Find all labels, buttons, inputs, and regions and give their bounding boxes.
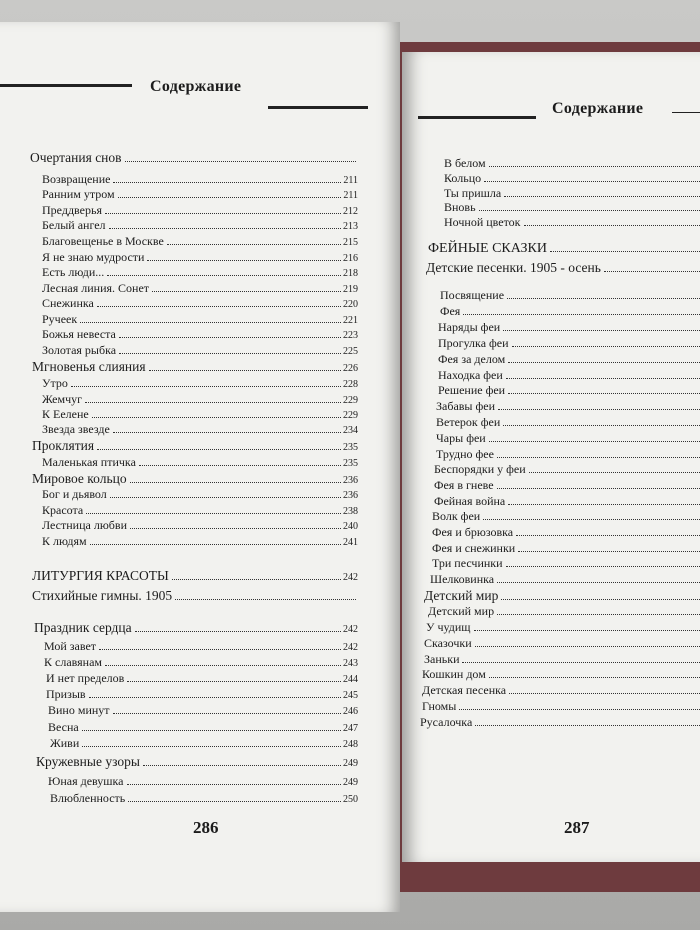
toc-entry xyxy=(444,171,700,185)
right-page-header: Содержание xyxy=(552,100,644,117)
dot-leader xyxy=(90,544,341,545)
dot-leader xyxy=(529,472,700,473)
toc-entry xyxy=(444,186,700,200)
toc-entry xyxy=(424,636,700,650)
dot-leader xyxy=(459,709,700,710)
toc-entry xyxy=(36,754,358,772)
dot-leader xyxy=(149,370,341,371)
toc-entry-title: Три песчинки xyxy=(432,556,503,570)
toc-entry xyxy=(42,503,358,519)
dot-leader xyxy=(80,322,341,323)
toc-entry xyxy=(42,203,358,219)
header-rule-right xyxy=(672,112,700,113)
dot-leader xyxy=(474,630,700,631)
dot-leader xyxy=(506,566,700,567)
dot-leader xyxy=(512,346,700,347)
toc-entry xyxy=(48,774,358,790)
dot-leader xyxy=(92,417,341,418)
toc-entry-title: Чары феи xyxy=(436,431,486,445)
toc-entry xyxy=(42,172,358,188)
toc-entry xyxy=(42,343,358,359)
toc-entry-title: Фея xyxy=(440,304,461,318)
toc-entry xyxy=(444,215,700,229)
dot-leader xyxy=(139,465,341,466)
toc-entry xyxy=(42,376,358,392)
toc-entry-title: Бог и дьявол xyxy=(42,487,107,501)
toc-entry-title: Влюбленность xyxy=(50,791,126,805)
dot-leader xyxy=(507,298,700,299)
toc-entry-title: Мировое кольцо xyxy=(32,471,127,486)
toc-entry-page: 235 xyxy=(343,442,358,453)
toc-entry-page: 248 xyxy=(343,739,358,750)
toc-entry xyxy=(438,383,700,397)
toc-entry-title: Проклятия xyxy=(32,438,95,453)
toc-entry-title: Золотая рыбка xyxy=(42,343,117,357)
toc-entry-title: Кошкин дом xyxy=(422,667,486,681)
dot-leader xyxy=(503,330,700,331)
dot-leader xyxy=(518,551,700,552)
toc-entry-page: 250 xyxy=(343,794,358,805)
toc-entry xyxy=(32,588,358,604)
toc-entry-page: 220 xyxy=(343,299,358,310)
toc-entry xyxy=(440,288,700,302)
toc-entry xyxy=(424,652,700,666)
toc-entry-title: Посвящение xyxy=(440,288,505,302)
toc-entry xyxy=(44,639,358,655)
toc-entry xyxy=(48,703,358,719)
toc-entry xyxy=(432,525,700,539)
dot-leader xyxy=(489,441,700,442)
toc-entry-title: И нет пределов xyxy=(46,671,125,685)
toc-entry-page: 221 xyxy=(343,315,358,326)
toc-entry-title: Стихийные гимны. 1905 xyxy=(32,588,173,603)
dot-leader xyxy=(483,519,700,520)
toc-entry-page: 242 xyxy=(343,572,358,583)
dot-leader xyxy=(508,362,700,363)
toc-entry xyxy=(42,218,358,234)
dot-leader xyxy=(71,386,341,387)
dot-leader xyxy=(127,784,341,785)
toc-entry-title: Ручеек xyxy=(42,312,78,326)
toc-entry-page: 223 xyxy=(343,330,358,341)
header-rule-left xyxy=(0,84,132,87)
dot-leader xyxy=(97,449,341,450)
toc-entry-title: Решение феи xyxy=(438,383,506,397)
toc-entry-title: Фейная война xyxy=(434,494,506,508)
dot-leader xyxy=(113,432,341,433)
toc-entry-page: 236 xyxy=(343,490,358,501)
toc-entry-title: В белом xyxy=(444,156,486,170)
toc-entry xyxy=(42,281,358,297)
toc-entry-title: К славянам xyxy=(44,655,103,669)
toc-entry xyxy=(432,556,700,570)
dot-leader xyxy=(462,662,700,663)
toc-entry xyxy=(424,588,700,604)
toc-entry-page: 240 xyxy=(343,521,358,532)
toc-entry-page: 218 xyxy=(343,268,358,279)
dot-leader xyxy=(463,314,700,315)
toc-entry-page: 228 xyxy=(343,379,358,390)
dot-leader xyxy=(489,166,700,167)
toc-entry-title: Лестница любви xyxy=(42,518,127,532)
toc-entry xyxy=(32,359,358,377)
toc-entry xyxy=(422,667,700,681)
toc-entry-title: Мой завет xyxy=(44,639,97,653)
toc-entry-page: 242 xyxy=(343,624,358,635)
dot-leader xyxy=(506,378,700,379)
left-page-number: 286 xyxy=(193,818,219,837)
toc-entry-page: 245 xyxy=(343,690,358,701)
toc-entry-title: Призыв xyxy=(46,687,86,701)
toc-entry xyxy=(42,187,358,203)
toc-entry-page: 235 xyxy=(343,458,358,469)
dot-leader xyxy=(475,646,700,647)
dot-leader xyxy=(82,746,341,747)
header-rule-right xyxy=(268,106,368,109)
toc-entry xyxy=(436,431,700,445)
dot-leader xyxy=(508,504,700,505)
dot-leader xyxy=(105,213,341,214)
toc-entry-page: 213 xyxy=(343,221,358,232)
dot-leader xyxy=(99,649,341,650)
dot-leader xyxy=(147,260,341,261)
toc-entry xyxy=(46,671,358,687)
toc-entry-page: 238 xyxy=(343,506,358,517)
dot-leader xyxy=(509,693,700,694)
toc-entry xyxy=(434,478,700,492)
toc-entry-title: Живи xyxy=(50,736,80,750)
toc-entry xyxy=(42,534,358,550)
toc-entry-title: Кружевные узоры xyxy=(36,754,140,769)
toc-entry-title: Трудно фее xyxy=(436,447,494,461)
toc-entry-title: Вновь xyxy=(444,200,476,214)
toc-entry-title: Детский мир xyxy=(428,604,495,618)
toc-entry-page: 243 xyxy=(343,658,358,669)
dot-leader xyxy=(119,353,341,354)
toc-entry-title: Сказочки xyxy=(424,636,472,650)
toc-entry xyxy=(436,447,700,461)
toc-entry-title: Утро xyxy=(42,376,68,390)
dot-leader xyxy=(497,614,700,615)
toc-entry xyxy=(42,407,358,423)
toc-entry-title: Вино минут xyxy=(48,703,110,717)
toc-entry-title: Очертания снов xyxy=(30,150,122,165)
header-rule-left xyxy=(418,116,536,119)
toc-entry xyxy=(432,509,700,523)
toc-entry-title: Праздник сердца xyxy=(34,620,132,635)
dot-leader xyxy=(498,409,700,410)
toc-entry-title: Заньки xyxy=(424,652,460,666)
dot-leader xyxy=(524,225,700,226)
toc-entry xyxy=(42,518,358,534)
toc-entry xyxy=(46,687,358,703)
toc-entry xyxy=(428,604,700,618)
left-page-header: Содержание xyxy=(150,78,242,95)
toc-entry-title: Белый ангел xyxy=(42,218,106,232)
toc-entry xyxy=(34,620,358,638)
toc-entry xyxy=(444,200,700,214)
toc-entry-title: Фея за делом xyxy=(438,352,506,366)
toc-entry-title: Мгновенья слияния xyxy=(32,359,146,374)
dot-leader xyxy=(105,665,341,666)
toc-entry-title: Есть люди... xyxy=(42,265,105,279)
toc-entry-title: Ветерок феи xyxy=(436,415,501,429)
toc-entry xyxy=(32,438,358,456)
toc-entry-title: Божья невеста xyxy=(42,327,116,341)
dot-leader xyxy=(508,393,700,394)
dot-leader xyxy=(130,528,341,529)
toc-entry xyxy=(42,392,358,408)
toc-entry-title: Гномы xyxy=(422,699,457,713)
toc-entry xyxy=(426,620,700,634)
toc-entry xyxy=(444,156,700,170)
toc-entry-title: Весна xyxy=(48,720,79,734)
right-page xyxy=(402,52,700,862)
dot-leader xyxy=(86,513,341,514)
toc-entry-page: 225 xyxy=(343,346,358,357)
dot-leader xyxy=(89,697,341,698)
toc-entry xyxy=(428,240,700,257)
dot-leader xyxy=(501,599,700,600)
toc-entry-title: Звезда звезде xyxy=(42,422,110,436)
toc-entry-page: 229 xyxy=(343,410,358,421)
toc-entry-title: Шелковинка xyxy=(430,572,495,586)
dot-leader xyxy=(113,182,341,183)
toc-entry xyxy=(42,487,358,503)
dot-leader xyxy=(497,488,700,489)
toc-entry-page: 249 xyxy=(343,777,358,788)
toc-entry xyxy=(42,296,358,312)
toc-entry xyxy=(42,250,358,266)
toc-entry-title: Жемчуг xyxy=(42,392,83,406)
dot-leader xyxy=(550,251,700,252)
toc-entry-title: Преддверья xyxy=(42,203,102,217)
toc-entry-title: Снежинка xyxy=(42,296,94,310)
dot-leader xyxy=(110,497,341,498)
toc-entry-page: 211 xyxy=(343,190,358,201)
toc-entry-page: 242 xyxy=(343,642,358,653)
toc-entry-title: Лесная линия. Сонет xyxy=(42,281,150,295)
dot-leader xyxy=(118,197,342,198)
toc-entry-page: 249 xyxy=(343,758,358,769)
dot-leader xyxy=(604,271,700,272)
toc-entry-page: 236 xyxy=(343,475,358,486)
toc-entry-title: К Еелене xyxy=(42,407,89,421)
toc-entry-title: Кольцо xyxy=(444,171,482,185)
dot-leader xyxy=(82,730,341,731)
toc-entry xyxy=(50,791,358,807)
toc-entry-title: Фея и снежинки xyxy=(432,541,516,555)
toc-entry-title: Ночной цветок xyxy=(444,215,521,229)
toc-entry-page: 215 xyxy=(343,237,358,248)
toc-entry-title: ЛИТУРГИЯ КРАСОТЫ xyxy=(32,568,169,583)
dot-leader xyxy=(475,725,700,726)
toc-entry-page: 229 xyxy=(343,395,358,406)
toc-entry-title: Детская песенка xyxy=(422,683,507,697)
dot-leader xyxy=(119,337,341,338)
toc-entry xyxy=(50,736,358,752)
right-page-number: 287 xyxy=(564,818,590,837)
toc-entry-page: 234 xyxy=(343,425,358,436)
dot-leader xyxy=(85,402,341,403)
toc-entry-page: 219 xyxy=(343,284,358,295)
toc-entry-page: 212 xyxy=(343,206,358,217)
toc-entry xyxy=(42,455,358,471)
toc-entry-title: Маленькая птичка xyxy=(42,455,136,469)
toc-entry xyxy=(436,415,700,429)
toc-entry-page: 244 xyxy=(343,674,358,685)
dot-leader xyxy=(175,599,356,600)
toc-entry-title: Забавы феи xyxy=(436,399,496,413)
left-page xyxy=(0,22,400,912)
dot-leader xyxy=(489,677,700,678)
toc-entry xyxy=(422,683,700,697)
toc-entry xyxy=(422,699,700,713)
dot-leader xyxy=(503,425,700,426)
toc-entry-title: Прогулка феи xyxy=(438,336,509,350)
toc-entry xyxy=(438,368,700,382)
dot-leader xyxy=(130,482,341,483)
toc-entry-page: 216 xyxy=(343,253,358,264)
dot-leader xyxy=(125,161,356,162)
toc-entry xyxy=(432,541,700,555)
toc-entry-title: У чудищ xyxy=(426,620,471,634)
toc-entry-page: 246 xyxy=(343,706,358,717)
dot-leader xyxy=(516,535,700,536)
toc-entry-page: 247 xyxy=(343,723,358,734)
toc-entry-title: Фея и брюзовка xyxy=(432,525,514,539)
dot-leader xyxy=(109,228,341,229)
dot-leader xyxy=(504,196,700,197)
toc-entry-title: Наряды феи xyxy=(438,320,501,334)
toc-entry-title: Детские песенки. 1905 - осень xyxy=(426,260,601,275)
toc-entry xyxy=(430,572,700,586)
toc-entry xyxy=(438,352,700,366)
dot-leader xyxy=(143,765,341,766)
toc-entry xyxy=(42,234,358,250)
toc-entry xyxy=(434,494,700,508)
toc-entry xyxy=(440,304,700,318)
toc-entry xyxy=(42,422,358,438)
toc-entry xyxy=(30,150,358,166)
toc-entry xyxy=(420,715,700,729)
dot-leader xyxy=(479,210,700,211)
toc-entry xyxy=(42,312,358,328)
toc-entry-title: ФЕЙНЫЕ СКАЗКИ xyxy=(428,241,547,256)
toc-entry xyxy=(434,462,700,476)
toc-entry xyxy=(44,655,358,671)
toc-entry-title: Русалочка xyxy=(420,715,473,729)
toc-entry-page: 211 xyxy=(343,175,358,186)
dot-leader xyxy=(172,579,341,580)
dot-leader xyxy=(128,801,341,802)
dot-leader xyxy=(497,457,700,458)
toc-entry-title: Благовещенье в Москве xyxy=(42,234,164,248)
toc-entry-page: 226 xyxy=(343,363,358,374)
toc-entry-title: Находка феи xyxy=(438,368,503,382)
toc-entry xyxy=(32,568,358,586)
dot-leader xyxy=(497,582,700,583)
toc-entry-title: Волк феи xyxy=(432,509,481,523)
dot-leader xyxy=(107,275,341,276)
dot-leader xyxy=(97,306,341,307)
toc-entry xyxy=(438,320,700,334)
dot-leader xyxy=(113,713,341,714)
toc-entry-title: Возвращение xyxy=(42,172,111,186)
dot-leader xyxy=(167,244,341,245)
toc-entry-title: Я не знаю мудрости xyxy=(42,250,145,264)
dot-leader xyxy=(484,181,700,182)
toc-entry-title: Ранним утром xyxy=(42,187,115,201)
toc-entry xyxy=(42,265,358,281)
toc-entry-page: 241 xyxy=(343,537,358,548)
toc-entry-title: Юная девушка xyxy=(48,774,124,788)
toc-entry-title: К людям xyxy=(42,534,87,548)
toc-entry-title: Детский мир xyxy=(424,588,499,603)
dot-leader xyxy=(152,291,341,292)
toc-entry xyxy=(48,720,358,736)
toc-entry xyxy=(42,327,358,343)
toc-entry-title: Фея в гневе xyxy=(434,478,494,492)
toc-entry-title: Красота xyxy=(42,503,84,517)
dot-leader xyxy=(127,681,341,682)
dot-leader xyxy=(135,631,341,632)
toc-entry-title: Ты пришла xyxy=(444,186,502,200)
toc-entry xyxy=(438,336,700,350)
toc-entry xyxy=(426,260,700,276)
toc-entry xyxy=(436,399,700,413)
toc-entry-title: Беспорядки у феи xyxy=(434,462,526,476)
